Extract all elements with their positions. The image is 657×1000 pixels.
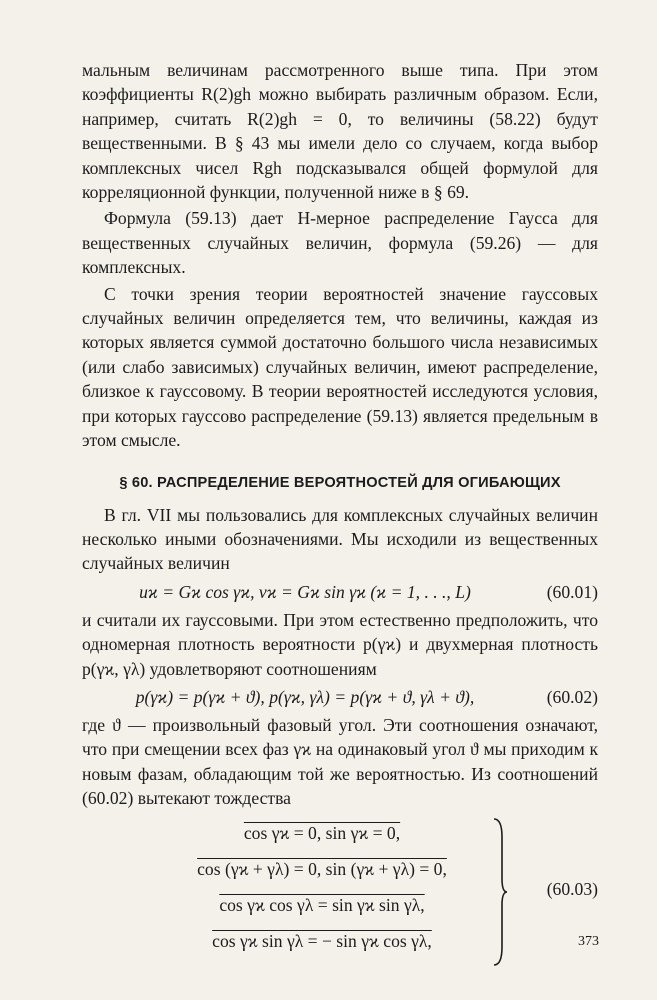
equation-60-01-number: (60.01) bbox=[546, 581, 598, 602]
equation-60-01-body: uϰ = Gϰ cos γϰ, vϰ = Gϰ sin γϰ (ϰ = 1, . . ., L) bbox=[139, 581, 471, 602]
equation-row: cos γϰ sin γλ = − sin γϰ cos γλ, bbox=[212, 930, 432, 951]
equation-system bbox=[162, 815, 482, 959]
right-brace-icon bbox=[492, 817, 508, 967]
section-heading: § 60. РАСПРЕДЕЛЕНИЕ ВЕРОЯТНОСТЕЙ ДЛЯ ОГИБАЮЩИХ bbox=[119, 474, 561, 491]
equation-60-03 bbox=[82, 815, 598, 975]
equation-60-02-body: p(γϰ) = p(γϰ + ϑ), p(γϰ, γλ) = p(γϰ + ϑ, γλ + ϑ), bbox=[135, 686, 475, 707]
equation-row: cos γϰ = 0, sin γϰ = 0, bbox=[243, 822, 401, 843]
page-number: 373 bbox=[578, 934, 599, 949]
page-body bbox=[82, 58, 598, 975]
paragraph-gauss-formula: Формула (59.13) дает H-мерное распределение Гаусса для вещественных случайных величин, формула (59.26) — для комплексных. bbox=[82, 208, 598, 278]
equation-60-02-number: (60.02) bbox=[546, 686, 598, 707]
paragraph-phase-angle: где ϑ — произвольный фазовый угол. Эти соотношения означают, что при смещении всех фаз γϰ на одинаковый угол ϑ мы приходим к новым фазам, обладающим той же вероятностью. Из соотношений (60.02) вытекают тождества bbox=[82, 714, 598, 809]
equation-60-02 bbox=[82, 681, 598, 713]
equation-60-03-number: (60.03) bbox=[546, 878, 598, 899]
equation-row: cos γϰ cos γλ = sin γϰ sin γλ, bbox=[219, 894, 425, 915]
paragraph-continuation: мальным величинам рассмотренного выше типа. При этом коэффициенты R(2)gh можно выбирать различным образом. Если, например, считать R(2)gh = 0, то величины (58.22) будут вещественными. В § 43 мы имели дело со случаем, когда выбор комплексных чисел Rgh подсказывался общей формулой для корреляционной функции, полученной ниже в § 69. bbox=[82, 60, 598, 203]
equation-row: cos (γϰ + γλ) = 0, sin (γϰ + γλ) = 0, bbox=[197, 858, 447, 879]
paragraph-gaussian-assumption: и считали их гауссовыми. При этом естественно предположить, что одномерная плотность вероятности p(γϰ) и двухмерная плотность p(γϰ, γλ) удовлетворяют соотношениям bbox=[82, 609, 598, 679]
paragraph-probability-theory: С точки зрения теории вероятностей значение гауссовых случайных величин определяется тем, что величины, каждая из которых является суммой достаточно большого числа независимых (или слабо зависимых) случайных величин, имеют распределение, близкое к гауссовому. В теории вероятностей исследуются условия, при которых гауссово распределение (59.13) является предельным в этом смысле. bbox=[82, 283, 598, 451]
equation-60-01 bbox=[82, 576, 598, 608]
paragraph-chapter-vii: В гл. VII мы пользовались для комплексных случайных величин несколько иными обозначениями. Мы исходили из вещественных случайных величин bbox=[82, 504, 598, 574]
